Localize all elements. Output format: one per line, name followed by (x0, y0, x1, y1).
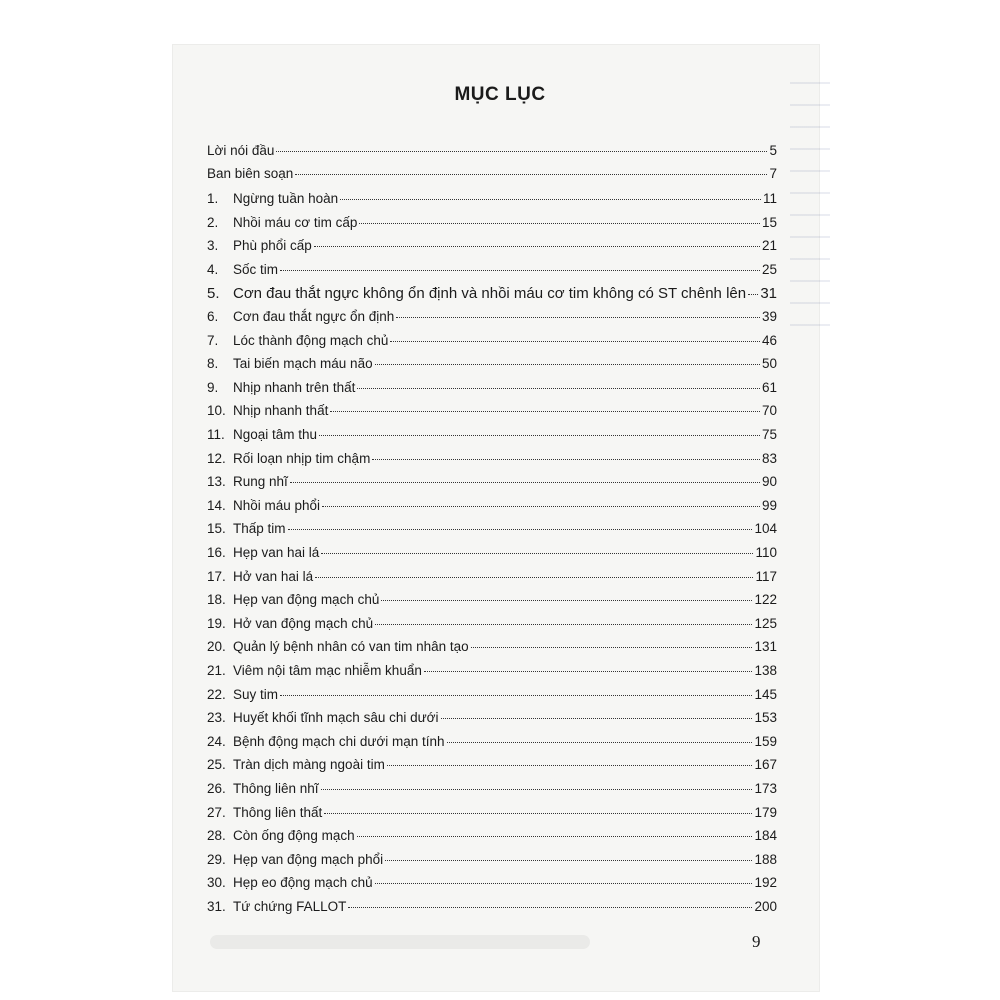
toc-entry-title: Lời nói đầu (207, 143, 275, 158)
toc-entry-title: Tràn dịch màng ngoài tim (233, 757, 385, 773)
toc-entry (207, 757, 777, 772)
toc-entry-title: Viêm nội tâm mạc nhiễm khuẩn (233, 663, 422, 678)
toc-entry-title: Hở van động mạch chủ (233, 615, 374, 631)
toc-entry-page: 75 (761, 427, 777, 442)
toc-entry-title: Tứ chứng FALLOT (233, 899, 347, 914)
page-number: 9 (752, 932, 761, 951)
toc-entry-title: Bệnh động mạch chi dưới mạn tính (233, 733, 445, 749)
toc-entry-page: 83 (761, 450, 777, 466)
toc-entry-number: 12. (207, 450, 226, 466)
toc-entry-title: Hẹp van động mạch chủ (233, 592, 380, 608)
toc-entry-page: 167 (754, 757, 777, 773)
page-title: MỤC LỤC (454, 84, 546, 105)
toc-entry (207, 191, 777, 206)
toc-entry-page: 46 (761, 332, 777, 348)
dot-leader (314, 246, 760, 247)
toc-entry-number: 25. (207, 757, 226, 773)
toc-entry-number: 20. (207, 639, 226, 655)
toc-entry-number: 21. (207, 663, 226, 678)
dot-leader (288, 529, 753, 530)
toc-entry (207, 545, 777, 560)
toc-entry-number: 22. (207, 686, 226, 702)
toc-entry-number: 5. (207, 285, 220, 303)
dot-leader (330, 411, 760, 412)
toc-entry-page: 159 (754, 733, 777, 749)
dot-leader (372, 459, 760, 460)
toc-entry (207, 356, 777, 371)
toc-entry-title: Ngoại tâm thu (233, 427, 318, 442)
toc-entry-title: Hẹp eo động mạch chủ (233, 875, 373, 891)
toc-entry-number: 16. (207, 545, 226, 560)
toc-entry-title: Sốc tim (233, 261, 279, 277)
toc-entry-number: 23. (207, 710, 226, 726)
toc-entry-title: Lóc thành động mạch chủ (233, 332, 389, 348)
toc-entry (207, 828, 777, 843)
toc-entry-page: 110 (755, 545, 777, 560)
toc-entry-title: Phù phổi cấp (233, 238, 312, 254)
toc-entry-number: 19. (207, 615, 226, 631)
toc-entry-title: Rối loạn nhịp tim chậm (233, 450, 371, 466)
toc-entry-title: Còn ống động mạch (233, 828, 355, 844)
toc-entry-title: Quản lý bệnh nhân có van tim nhân tạo (233, 639, 469, 655)
toc-entry-page: 138 (754, 663, 777, 678)
toc-entry-number: 3. (207, 238, 219, 254)
dot-leader (447, 742, 753, 743)
toc-entry-number: 13. (207, 474, 226, 490)
toc-entry-page: 131 (754, 639, 777, 655)
toc-entry-page: 173 (754, 781, 777, 796)
toc-entry-title: Ban biên soạn (207, 166, 294, 181)
toc-entry-page: 7 (769, 166, 777, 181)
toc-entry (207, 403, 777, 418)
toc-entry (207, 805, 777, 820)
toc-entry-title: Cơn đau thắt ngực không ổn định và nhồi máu cơ tim không có ST chênh lên (233, 285, 747, 303)
toc-entry-title: Hẹp van động mạch phổi (233, 851, 384, 867)
dot-leader (381, 600, 752, 601)
dot-leader (280, 270, 760, 271)
dot-leader (295, 174, 767, 175)
toc-entry-title: Nhịp nhanh thất (233, 403, 329, 419)
toc-entry-title: Ngừng tuần hoàn (233, 191, 339, 206)
toc-entry-page: 122 (754, 592, 777, 608)
toc-entry-number: 29. (207, 851, 226, 867)
toc-entry-page: 125 (754, 615, 777, 631)
toc-entry-number: 28. (207, 828, 226, 844)
toc-entry-title: Hở van hai lá (233, 568, 314, 584)
dot-leader (276, 151, 767, 152)
toc-entry-page: 99 (761, 497, 777, 513)
toc-entry (207, 852, 777, 867)
toc-entry-page: 21 (761, 238, 777, 254)
dot-leader (390, 341, 760, 342)
toc-entry-page: 5 (769, 143, 777, 158)
toc-entry-title: Thông liên nhĩ (233, 781, 319, 796)
toc-entry-page: 90 (761, 474, 777, 490)
dot-leader (290, 482, 760, 483)
toc-entry-title: Suy tim (233, 686, 279, 702)
dot-leader (319, 435, 760, 436)
toc-entry-number: 15. (207, 521, 226, 537)
toc-entry-number: 4. (207, 261, 219, 277)
toc-entry-number: 9. (207, 379, 219, 395)
bleed-through-text (790, 82, 830, 342)
toc-entry (207, 639, 777, 654)
toc-entry-title: Thấp tim (233, 521, 286, 537)
dot-leader (315, 577, 753, 578)
toc-entry-number: 30. (207, 875, 226, 891)
toc-entry (207, 215, 777, 230)
toc-entry-number: 1. (207, 191, 219, 206)
toc-entry-page: 31 (760, 285, 777, 303)
dot-leader (348, 907, 752, 908)
toc-entry-number: 11. (207, 427, 225, 442)
toc-entry (207, 498, 777, 513)
dot-leader (359, 223, 760, 224)
toc-entry (207, 333, 777, 348)
toc-entry (207, 262, 777, 277)
toc-entry-page: 61 (761, 379, 777, 395)
toc-entry-number: 31. (207, 899, 226, 914)
toc-entry-number: 7. (207, 332, 219, 348)
toc-entry-number: 8. (207, 356, 219, 372)
toc-entry-page: 50 (761, 356, 777, 372)
toc-entry-title: Rung nhĩ (233, 474, 288, 490)
toc-entry-page: 153 (754, 710, 777, 726)
toc-entry (207, 474, 777, 489)
dot-leader (322, 506, 760, 507)
toc-entry (207, 781, 777, 796)
toc-entry-page: 192 (754, 875, 777, 891)
bleed-through-footer (210, 935, 590, 949)
toc-entry (207, 166, 777, 181)
toc-entry (207, 451, 777, 466)
toc-entry (207, 592, 777, 607)
toc-entry-page: 179 (754, 804, 777, 820)
dot-leader (385, 860, 752, 861)
toc-entry-page: 184 (754, 828, 777, 844)
toc-entry-title: Nhồi máu cơ tim cấp (233, 214, 358, 230)
toc-entry (207, 710, 777, 725)
dot-leader (321, 553, 753, 554)
toc-entry-number: 27. (207, 804, 226, 820)
toc-entry (207, 616, 777, 631)
toc-entry-number: 14. (207, 497, 226, 513)
dot-leader (357, 388, 760, 389)
toc-entry-number: 18. (207, 592, 226, 608)
toc-entry-title: Nhồi máu phổi (233, 497, 321, 513)
toc-entry (207, 687, 777, 702)
toc-entry-title: Thông liên thất (233, 804, 323, 820)
toc-entry-page: 11 (762, 191, 777, 206)
dot-leader (441, 718, 753, 719)
toc-entry (207, 734, 777, 749)
toc-entry-title: Tai biến mạch máu não (233, 356, 373, 372)
book-page (172, 44, 820, 992)
toc-entry (207, 899, 777, 914)
toc-entry (207, 285, 777, 302)
toc-entry-title: Huyết khối tĩnh mạch sâu chi dưới (233, 710, 439, 726)
toc-entry-number: 10. (207, 403, 226, 419)
toc-entry-page: 39 (761, 309, 777, 324)
toc-entry-number: 24. (207, 733, 226, 749)
dot-leader (321, 789, 753, 790)
dot-leader (424, 671, 753, 672)
toc-entry (207, 238, 777, 253)
toc-entry-number: 26. (207, 781, 226, 796)
dot-leader (324, 813, 752, 814)
toc-entry-page: 145 (754, 686, 777, 702)
toc-entry-page: 117 (755, 568, 777, 584)
dot-leader (375, 883, 753, 884)
toc-entry (207, 427, 777, 442)
toc-entry-page: 70 (761, 403, 777, 419)
toc-entry-title: Hẹp van hai lá (233, 545, 320, 560)
toc-entry-page: 25 (761, 261, 777, 277)
toc-entry (207, 663, 777, 678)
toc-entry-number: 2. (207, 214, 219, 230)
toc-entry-page: 15 (761, 214, 777, 230)
toc-entry-number: 17. (207, 568, 226, 584)
toc-entry (207, 875, 777, 890)
toc-entry-title: Cơn đau thắt ngực ổn định (233, 309, 395, 324)
dot-leader (471, 647, 753, 648)
toc-entry (207, 569, 777, 584)
toc-entry (207, 380, 777, 395)
toc-entry (207, 521, 777, 536)
toc-entry-page: 104 (754, 521, 777, 537)
toc-entry (207, 143, 777, 158)
dot-leader (387, 765, 753, 766)
toc-entry (207, 309, 777, 324)
dot-leader (280, 695, 752, 696)
dot-leader (748, 294, 758, 295)
dot-leader (357, 836, 753, 837)
toc-entry-page: 200 (754, 899, 777, 914)
dot-leader (340, 199, 761, 200)
toc-entry-page: 188 (754, 851, 777, 867)
dot-leader (375, 624, 752, 625)
dot-leader (375, 364, 760, 365)
dot-leader (396, 317, 760, 318)
toc-entry-number: 6. (207, 309, 219, 324)
toc-entry-title: Nhịp nhanh trên thất (233, 379, 356, 395)
